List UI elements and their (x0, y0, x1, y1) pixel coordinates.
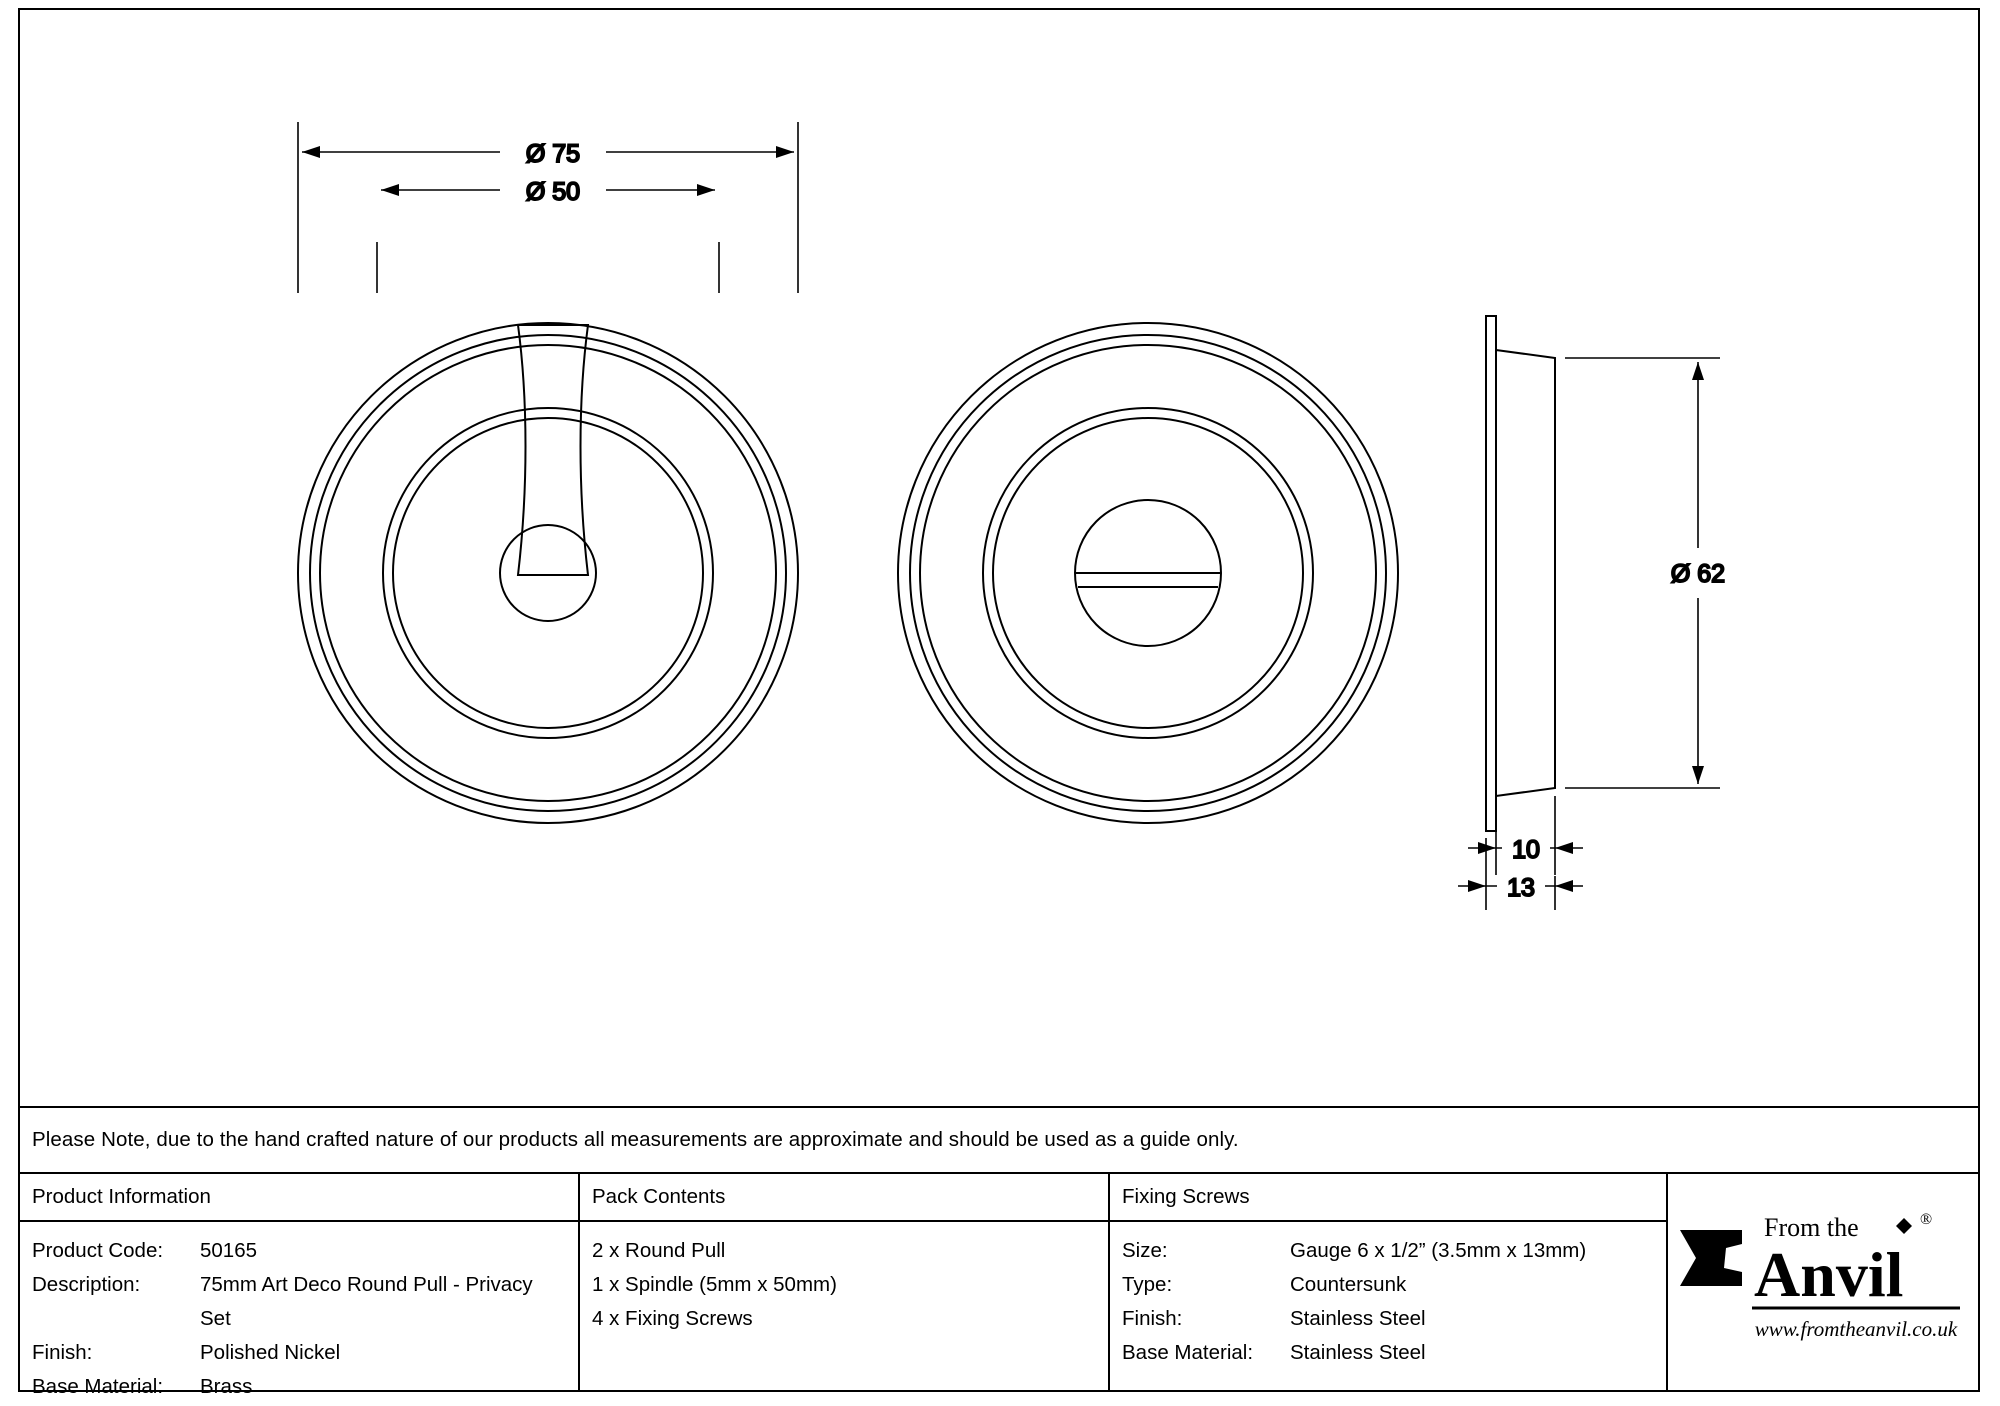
thumbturn-shape (518, 325, 588, 575)
diamond-icon (1896, 1218, 1912, 1234)
description-label: Description: (32, 1273, 141, 1296)
screw-type-row (1122, 1268, 1654, 1302)
screw-finish-value: Stainless Steel (1290, 1307, 1426, 1330)
logo-column (1668, 1174, 1974, 1390)
side-view-profile (1486, 316, 1555, 831)
finish-row (32, 1336, 566, 1370)
dim-label-depth-outer: 13 (1507, 874, 1535, 902)
dim-label-inner: Ø 50 (525, 178, 581, 206)
screw-size-value: Gauge 6 x 1/2” (3.5mm x 13mm) (1290, 1239, 1587, 1262)
technical-drawing-area (20, 10, 1978, 1106)
logo-url: www.fromtheanvil.co.uk (1754, 1317, 1958, 1341)
finish-value: Polished Nickel (200, 1341, 341, 1364)
screw-size-row (1122, 1234, 1654, 1268)
screw-finish-row (1122, 1302, 1654, 1336)
pack-contents-item: 4 x Fixing Screws (592, 1307, 753, 1330)
pack-contents-header: Pack Contents (580, 1174, 1108, 1222)
screw-finish-label: Finish: (1122, 1307, 1183, 1330)
note-row (20, 1106, 1978, 1174)
screw-size-label: Size: (1122, 1239, 1168, 1262)
logo-line1: From the (1764, 1213, 1859, 1242)
logo-line2: Anvil (1754, 1239, 1904, 1310)
drawing-frame (18, 8, 1980, 1398)
product-information-column (20, 1174, 580, 1398)
finish-label: Finish: (32, 1341, 93, 1364)
base-material-row (32, 1370, 566, 1404)
product-code-value: 50165 (200, 1239, 258, 1262)
brand-logo (1668, 1174, 1974, 1390)
front-view-rings (298, 323, 798, 823)
screw-base-material-label: Base Material: (1122, 1341, 1254, 1364)
anvil-logo-svg (1668, 1174, 1974, 1390)
description-value: 75mm Art Deco Round Pull - Privacy Set (200, 1273, 533, 1330)
screw-type-value: Countersunk (1290, 1273, 1407, 1296)
dim-label-side-diameter: Ø 62 (1670, 560, 1726, 588)
pack-contents-body (580, 1222, 1108, 1336)
anvil-icon (1680, 1230, 1742, 1286)
screw-base-material-value: Stainless Steel (1290, 1341, 1426, 1364)
fixing-screws-column (1110, 1174, 1668, 1390)
note-text: Please Note, due to the hand crafted nature of our products all measurements are approximate and should be used as a guide only. (32, 1128, 1239, 1151)
base-material-value: Brass (200, 1375, 253, 1398)
product-code-row (32, 1234, 566, 1268)
description-row (32, 1268, 566, 1336)
pack-contents-item: 2 x Round Pull (592, 1239, 726, 1262)
fixing-screws-body (1110, 1222, 1666, 1370)
fixing-screws-header: Fixing Screws (1110, 1174, 1666, 1222)
rear-view-rings (898, 323, 1398, 823)
dim-label-depth-inner: 10 (1512, 836, 1540, 864)
logo-registered: ® (1920, 1211, 1933, 1228)
pack-contents-column (580, 1174, 1110, 1390)
screw-type-label: Type: (1122, 1273, 1173, 1296)
technical-drawing-svg (20, 10, 1978, 1106)
pack-contents-item: 1 x Spindle (5mm x 50mm) (592, 1273, 837, 1296)
product-code-label: Product Code: (32, 1239, 164, 1262)
info-row (20, 1174, 1978, 1398)
screw-base-material-row (1122, 1336, 1654, 1370)
dim-label-outer: Ø 75 (525, 140, 581, 168)
base-material-label: Base Material: (32, 1375, 164, 1398)
product-information-body (20, 1222, 578, 1404)
product-information-header: Product Information (20, 1174, 578, 1222)
